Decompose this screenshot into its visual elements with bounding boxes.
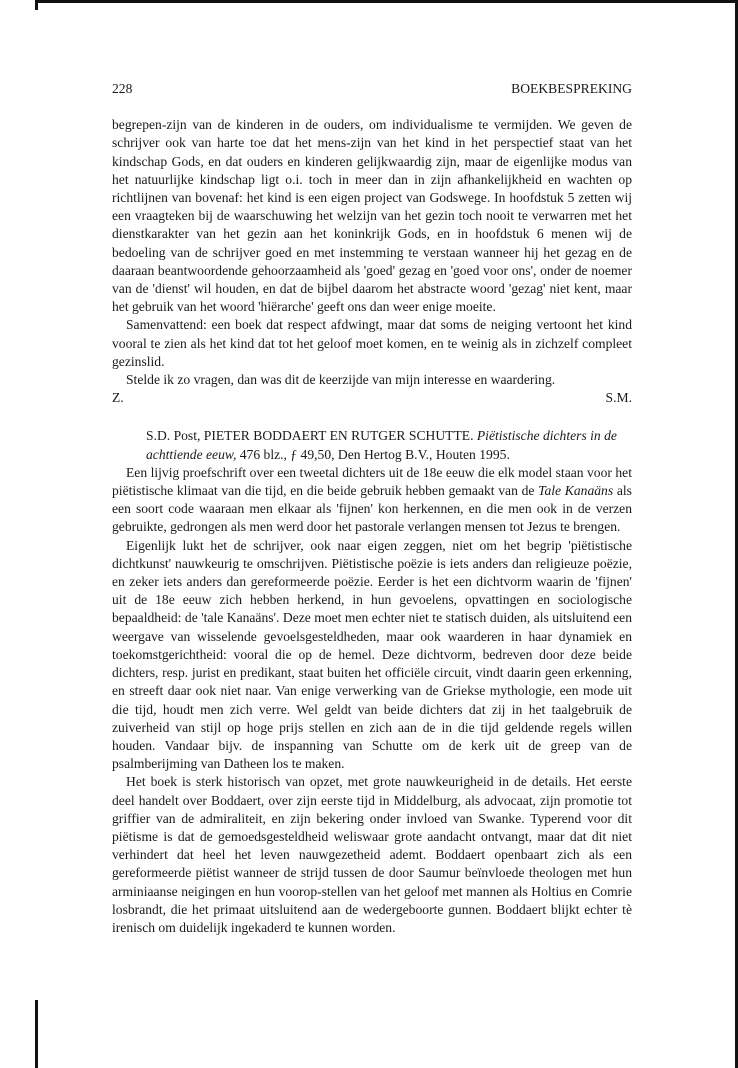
section-title: BOEKBESPREKING [511,81,632,96]
biblio-title: Piëtistische dichters in de achttiende eeuw, [146,428,617,462]
paragraph: Eigenlijk lukt het de schrijver, ook naar eigen zeggen, niet om het begrip 'piëtistische dichtkunst' nauwkeurig te omschrijven. Piëtistische poëzie is iets anders dan religieuze poëzie, en zeker iets anders dan gereformeerde poëzie. Eerder is het een dichtvorm waarin de 'fijnen' uit de 18e eeuw zich hebben herkend, in hun gevoelens, opvattingen en sociologische bepaaldheid: de 'tale Kanaäns'. Deze moet men echter niet te statisch duiden, als uitsluitend een weergave van wisselende gevoelsgesteldheden, maar ook waarderen in haar dynamiek en toekomstgerichtheid: vooral die op de hemel. Deze dichtvorm, bedreven door deze beide dichters, resp. jurist en predikant, staat buiten het officiële circuit, vindt daarin geen erkenning, en streeft daar ook niet naar. Van enige verwerking van de Griekse mythologie, een mode uit die tijd, houdt men zich verre. Wel geldt van beide dichters dat zij in het taalgebruik de zuiverheid van stijl op hoge prijs stellen en zich aan de in die tijd geldende regels willen houden. Vandaar bijv. de inspanning van Schutte om de kerk uit de greep van de psalmberijming van Datheen los te maken. [112,537,632,772]
paragraph: begrepen-zijn van de kinderen in de ouders, om individualisme te vermijden. We geven de schrijver ook van harte toe dat het mens-zijn van het kind in het perspectief staat van het kindschap Gods, en dat ouders en kinderen gelijkwaardig zijn, maar de eigenlijke modus van het natuurlijke kindschap ligt o.i. toch in meer dan in zijn afhankelijkheid en wachten op richtlijnen van bovenaf: het kind is een eigen project van Godswege. In hoofdstuk 5 zetten wij een vraagteken bij de waarschuwing het welzijn van het gezin toch nooit te verwarren met het dienstkarakter van het gezin aan het koninkrijk Gods, en in hoofdstuk 6 menen wij de bedoeling van de schrijver goed en met instemming te verstaan wanneer hij het gezag en de daaraan beantwoordende gehoorzaamheid als 'goed' gezag en 'goed voor ons', onder de noemer van de 'dienst' wil houden, en dat de bijbel daarom het abstracte woord 'gezag' niet kent, maar het gebruik van het woord 'hiërarche' geeft ons dan weer enige moeite. [112,117,632,315]
page-number: 228 [112,81,133,96]
paragraph: Stelde ik zo vragen, dan was dit de keerzijde van mijn interesse en waardering. [126,372,556,388]
paragraph: Samenvattend: een boek dat respect afdwingt, maar dat soms de neiging vertoont het kind vooral te zien als het kind dat tot het geloof moet komen, en te weinig als in zichzelf compleet gezinslid. [112,317,632,369]
paragraph-text: Een lijvig proefschrift over een tweetal dichters uit de 18e eeuw die elk model staan voor het piëtistische klimaat van die tijd, en die beide gebruik hebben gemaakt van de [112,464,632,499]
paragraph [112,464,632,537]
running-header [112,80,632,98]
review-1 [112,116,632,407]
paragraph-italic: Tale Kanaäns [538,483,614,499]
paragraph-text: als een soort code waaraan men elkaar als 'fijnen' kon herkennen, en die men ook in de verzen gebruikte, gedrongen als men werd door het pastorale verlangen mensen tot Jezus te brengen. [112,483,632,535]
document-page [112,80,632,937]
review-2 [112,427,632,937]
biblio-details: 476 blz., ƒ 49,50, Den Hertog B.V., Houten 1995. [239,446,510,462]
page-edge-top [38,0,738,3]
biblio-author: S.D. Post, PIETER BODDAERT EN RUTGER SCHUTTE. [146,428,474,444]
signature-initials: S.M. [605,390,632,406]
paragraph: Het boek is sterk historisch van opzet, met grote nauwkeurigheid in de details. Het eerste deel handelt over Boddaert, over zijn eerste tijd in Middelburg, als advocaat, zijn promotie tot griffier van de admiraliteit, en zijn bekering onder invloed van Swanke. Typerend voor dit piëtisme is dat de gemoedsgesteldheid weliswaar grote aandacht ontvangt, maar dat dit niet verhindert dat heel het leven nauwgezetheid ademt. Boddaert openbaart zich als een gereformeerde piëtist wanneer de strijd tussen de door Saumur beïnvloede theologen met hun arminiaanse neigingen en hun voorop-stellen van het geloof met mannen als Holtius en Comrie losbrandt, die het primaat uitsluitend aan de wedergeboorte gunnen. Boddaert blijkt echter tè irenisch om duidelijk ingekaderd te kunnen worden. [112,774,632,935]
bibliographic-entry [112,427,632,463]
signature-row [112,389,632,407]
signature-place: Z. [112,390,124,406]
page-edge-left [35,0,38,10]
page-edge-left-bottom [35,1000,38,1068]
